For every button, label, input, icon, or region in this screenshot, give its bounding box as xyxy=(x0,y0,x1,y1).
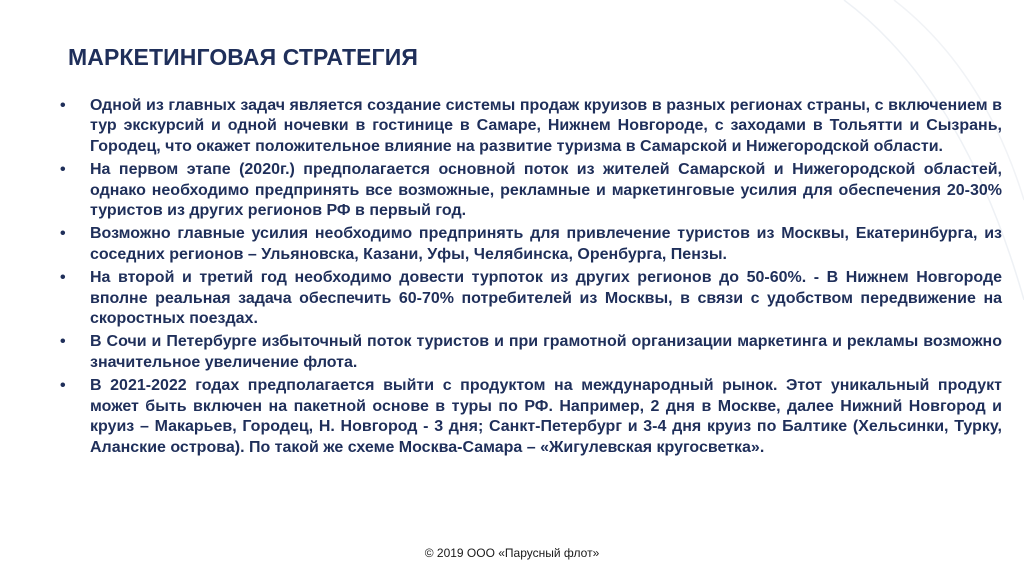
bullet-marker: • xyxy=(60,225,66,243)
bullet-text: Одной из главных задач является создание системы продаж круизов в разных регионах страны, с включением в тур экскурсий и одной ночевки в гостинице в Самаре, Нижнем Новгороде, с заходами в Тольятти и Сызрань, Городец, что окажет положительное влияние на развитие туризма в Самарской и Нижегородской области. xyxy=(90,97,1002,155)
bullet-text: Возможно главные усилия необходимо предпринять для привлечение туристов из Москвы, Екатеринбурга, из соседних регионов – Ульяновска, Казани, Уфы, Челябинска, Оренбурга, Пензы. xyxy=(90,225,1002,263)
bullet-item-first-stage xyxy=(60,160,1002,221)
bullet-marker: • xyxy=(60,269,66,287)
slide-title: МАРКЕТИНГОВАЯ СТРАТЕГИЯ xyxy=(68,44,418,70)
bullet-text: В Сочи и Петербурге избыточный поток туристов и при грамотной организации маркетинга и рекламы возможно значительное увеличение флота. xyxy=(90,333,1002,371)
bullet-item-international-market xyxy=(60,376,1002,458)
bullet-item-regional-sales xyxy=(60,96,1002,157)
bullet-item-second-third-year xyxy=(60,268,1002,329)
bullet-text: На второй и третий год необходимо довести турпоток из других регионов до 50-60%. - В Нижнем Новгороде вполне реальная задача обеспечить 60-70% потребителей из Москвы, в связи с удобством передвижение на скоростных поездах. xyxy=(90,269,1002,328)
bullet-text: На первом этапе (2020г.) предполагается основной поток из жителей Самарской и Нижегородской областей, однако необходимо предпринять все возможные, рекламные и маркетинговые усилия для обеспечения 20-30% туристов из других регионов РФ в первый год. xyxy=(90,161,1002,220)
bullet-text: В 2021-2022 годах предполагается выйти с продуктом на международный рынок. Этот уникальный продукт может быть включен на пакетной основе в туры по РФ. Например, 2 дня в Москве, далее Нижний Новгород и круиз – Макарьев, Городец, Н. Новгород - 3 дня; Санкт-Петербург и 3-4 дня круиз по Балтике (Хельсинки, Турку, Аланские острова). По такой же схеме Москва-Самара – «Жигулевская кругосветка». xyxy=(90,377,1002,456)
bullet-marker: • xyxy=(60,333,66,351)
bullet-item-sochi-petersburg xyxy=(60,332,1002,373)
bullet-marker: • xyxy=(60,161,66,179)
bullet-marker: • xyxy=(60,377,66,395)
footer-copyright: © 2019 ООО «Парусный флот» xyxy=(424,546,600,560)
bullet-marker: • xyxy=(60,97,66,114)
bullet-item-main-efforts xyxy=(60,224,1002,265)
bullet-list xyxy=(60,96,1002,461)
